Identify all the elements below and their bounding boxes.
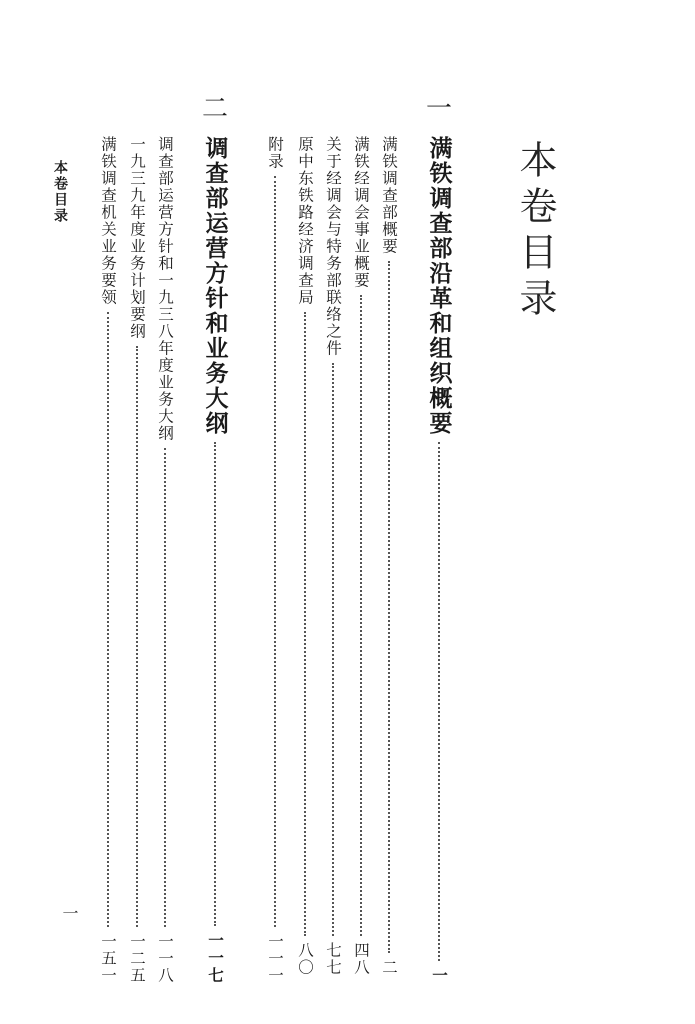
- toc-entry-2-3[interactable]: [95, 136, 121, 984]
- toc-entry-1-2[interactable]: [348, 136, 374, 976]
- toc-entry-page: 四八: [352, 942, 370, 976]
- leader-dots: [304, 312, 306, 936]
- page-title: 本卷目录: [513, 140, 557, 324]
- section-number-2: 二: [202, 94, 229, 124]
- toc-entry-title: 满铁经调会事业概要: [352, 136, 370, 289]
- toc-entry-section-2[interactable]: [202, 136, 228, 984]
- toc-entry-page: 一一一: [266, 933, 284, 984]
- toc-entry-1-3[interactable]: [320, 136, 346, 976]
- toc-entry-title: 调查部运营方针和业务大纲: [201, 136, 228, 436]
- toc-entry-page: 二: [380, 959, 398, 976]
- leader-dots: [360, 295, 362, 936]
- toc-entry-2-1[interactable]: [152, 136, 178, 984]
- leader-dots: [164, 448, 166, 927]
- leader-dots: [107, 312, 109, 927]
- toc-entry-page: 七七: [324, 942, 342, 976]
- leader-dots: [274, 176, 276, 927]
- toc-entry-title: 原中东铁路经济调查局: [296, 136, 314, 306]
- toc-entry-title: 附录: [266, 136, 284, 170]
- toc-entry-1-5[interactable]: [262, 136, 288, 984]
- toc-entry-title: 调查部运营方针和一九三八年度业务大纲: [156, 136, 174, 442]
- toc-entry-page: 一一七: [206, 931, 224, 984]
- toc-entry-title: 满铁调查部沿革和组织概要: [425, 136, 452, 436]
- leader-dots: [332, 363, 334, 936]
- toc-entry-page: 一五一: [99, 933, 117, 984]
- toc-entry-page: 一: [430, 966, 448, 984]
- toc-entry-1-1[interactable]: [376, 136, 402, 976]
- running-head: 本卷目录: [52, 160, 68, 224]
- toc-entry-title: 满铁调查部概要: [380, 136, 398, 255]
- toc-entry-title: 一九三九年度业务计划要纲: [128, 136, 146, 340]
- toc-entry-1-4[interactable]: [292, 136, 318, 976]
- leader-dots: [388, 261, 390, 953]
- leader-dots: [136, 346, 138, 927]
- leader-dots: [214, 442, 216, 926]
- toc-entry-title: 满铁调查机关业务要领: [99, 136, 117, 306]
- toc-entry-page: 一二五: [128, 933, 146, 984]
- toc-entry-page: 八〇: [296, 942, 314, 976]
- section-number-1: 一: [426, 94, 453, 124]
- page-number: 一: [60, 905, 79, 921]
- leader-dots: [438, 442, 440, 961]
- toc-entry-title: 关于经调会与特务部联络之件: [324, 136, 342, 357]
- toc-entry-page: 一一八: [156, 933, 174, 984]
- toc-entry-section-1[interactable]: [426, 136, 452, 984]
- toc-entry-2-2[interactable]: [124, 136, 150, 984]
